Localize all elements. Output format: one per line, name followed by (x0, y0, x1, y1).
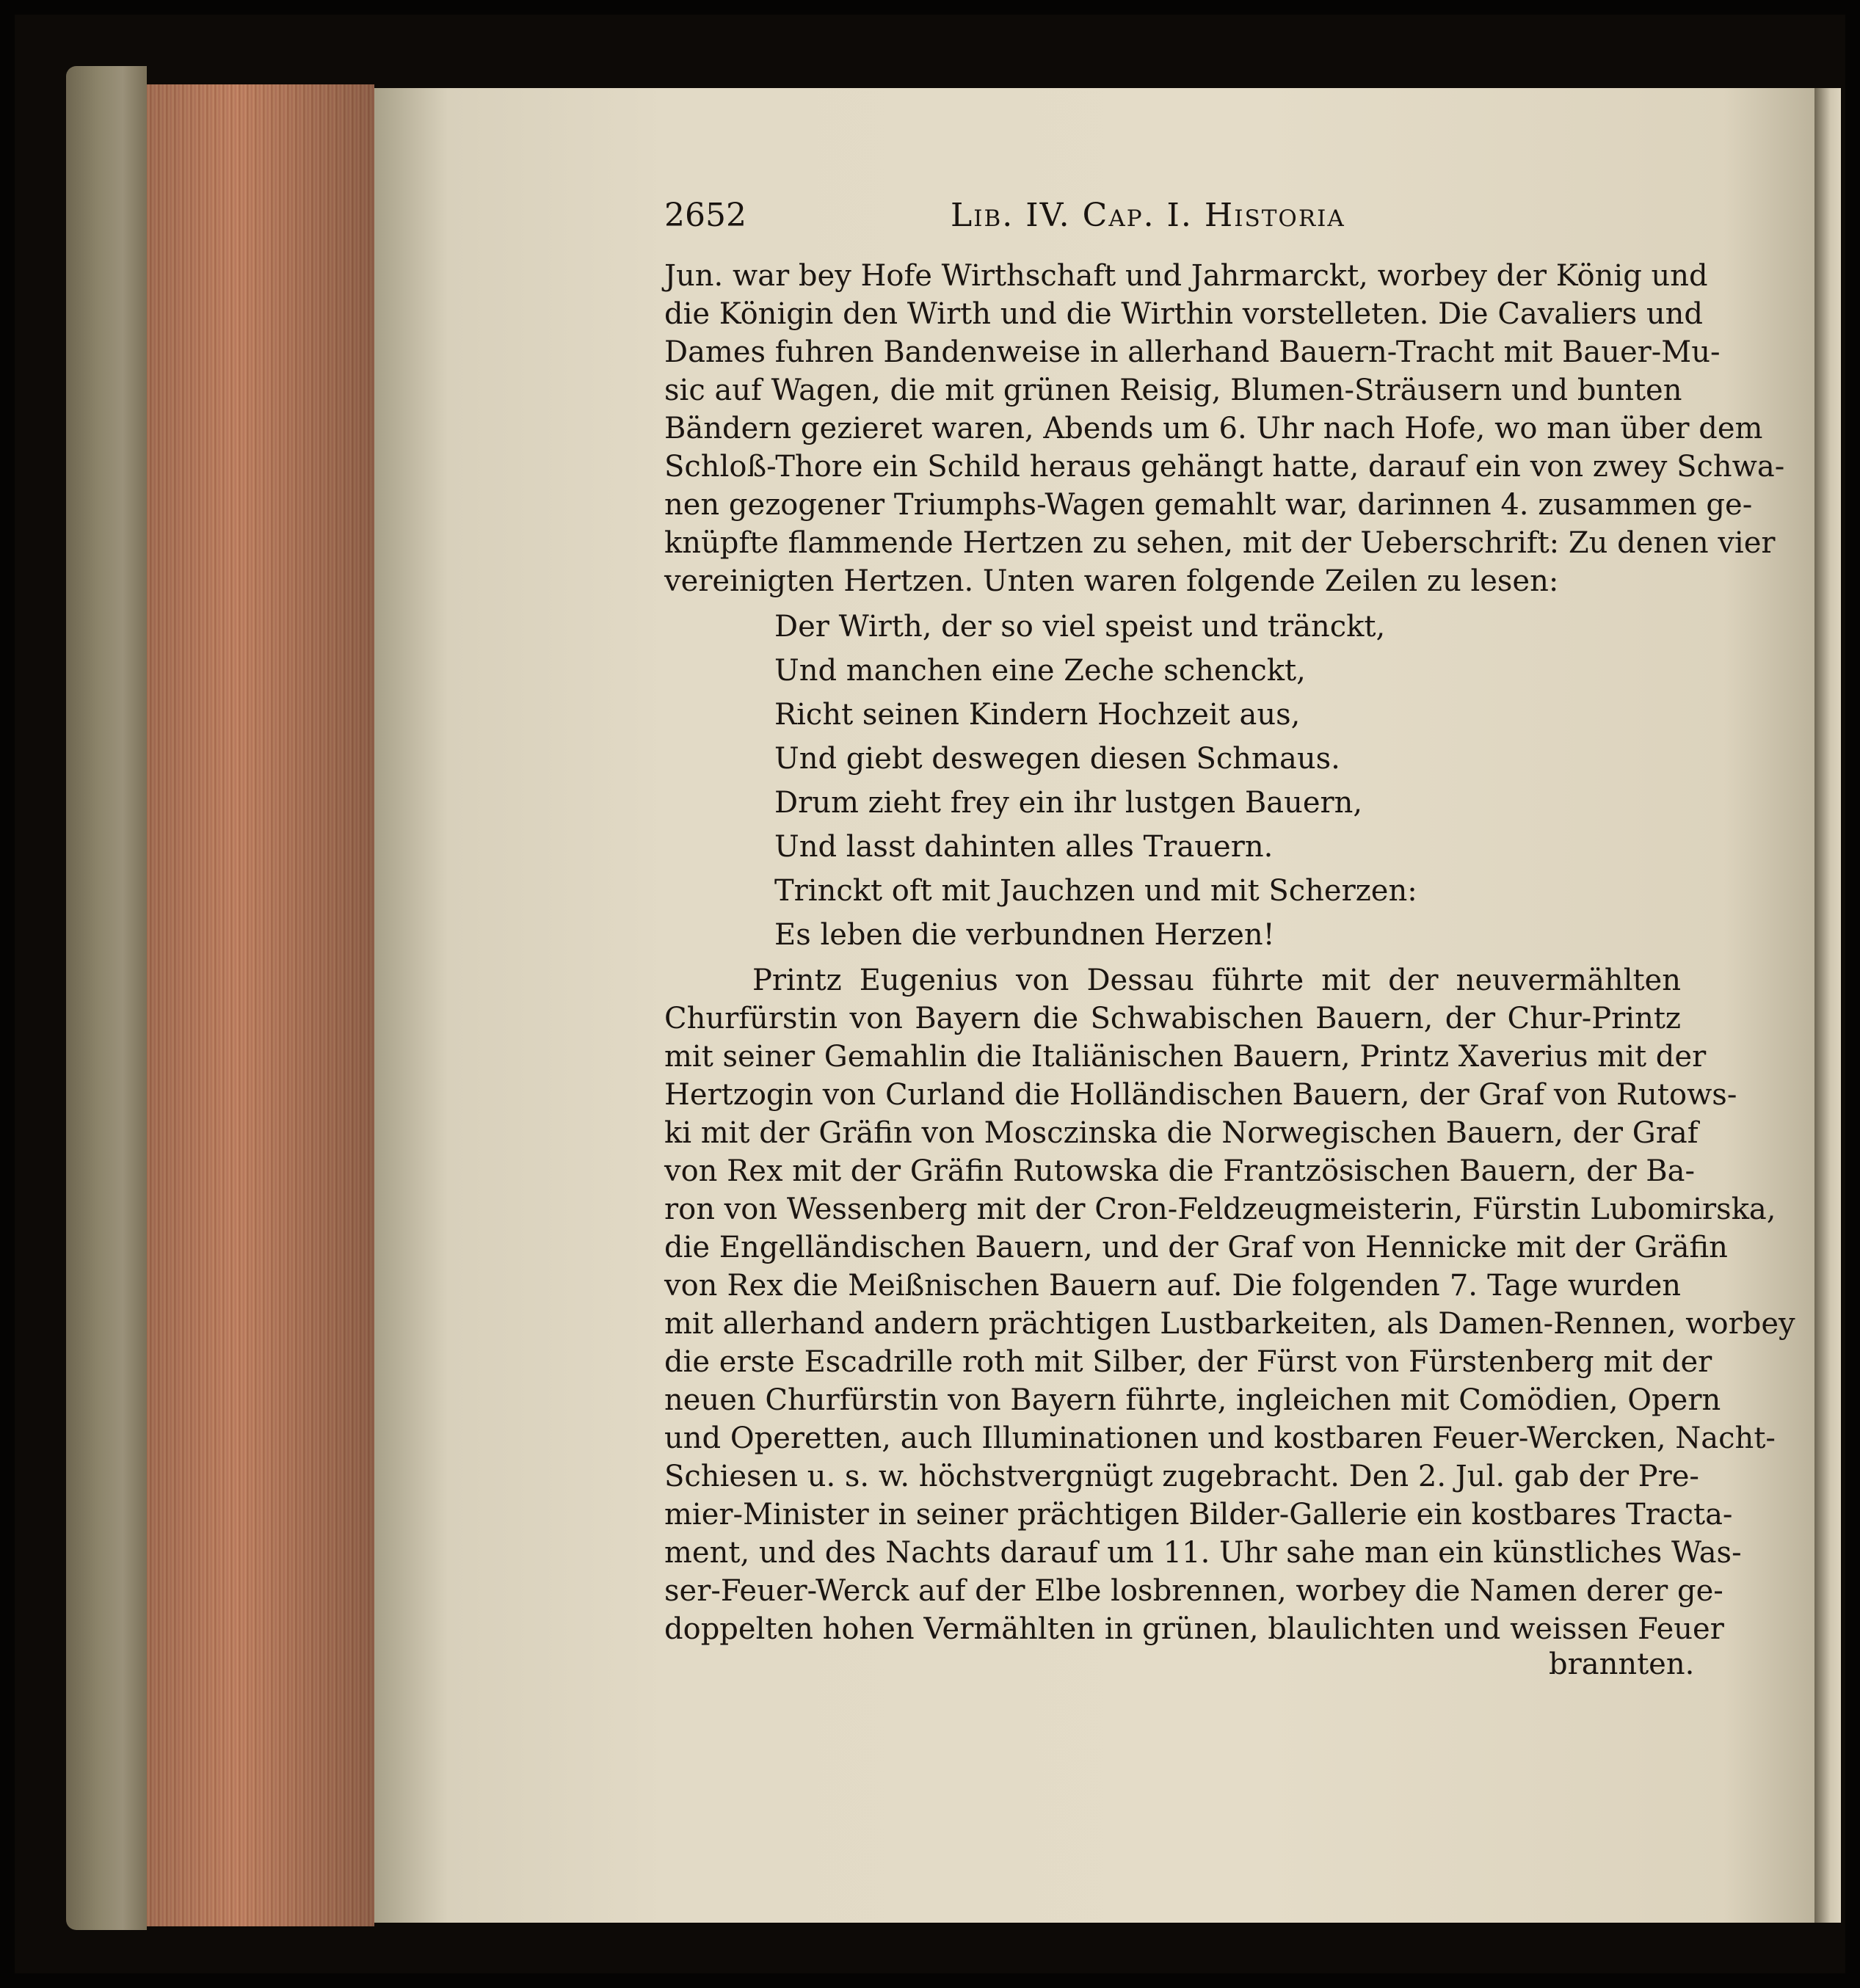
text-line: Schloß-Thore ein Schild heraus gehängt hatte, darauf ein von zwey Schwa- (664, 450, 1785, 484)
text-line: die erste Escadrille roth mit Silber, der Fürst von Fürstenberg mit der (664, 1345, 1712, 1379)
verse-line: Drum zieht frey ein ihr lustgen Bauern, (774, 786, 1363, 820)
paragraph-2 (664, 961, 1795, 1648)
text-line: sic auf Wagen, die mit grünen Reisig, Blumen-Sträusern und bunten (664, 374, 1682, 407)
page-number: 2652 (664, 197, 746, 234)
text-line: die Engelländischen Bauern, und der Graf von Hennicke mit der Gräfin (664, 1231, 1728, 1264)
verse (664, 605, 1681, 957)
verse-line: Richt seinen Kindern Hochzeit aus, (774, 698, 1301, 732)
text-line: Hertzogin von Curland die Holländischen Bauern, der Graf von Rutows- (664, 1078, 1737, 1112)
text-line: Jun. war bey Hofe Wirthschaft und Jahrmarckt, worbey der König und (664, 259, 1708, 293)
paragraph-1 (664, 257, 1785, 600)
text-line: Dames fuhren Bandenweise in allerhand Bauern-Tracht mit Bauer-Mu- (664, 335, 1721, 369)
running-head: Lib. IV. Cap. I. Historia (951, 197, 1345, 234)
verse-line: Und manchen eine Zeche schenckt, (774, 654, 1306, 688)
text-line: ron von Wessenberg mit der Cron-Feldzeugmeisterin, Fürstin Lubomirska, (664, 1193, 1776, 1226)
text-line: Printz Eugenius von Dessau führte mit der neuvermählten (752, 964, 1681, 997)
verse-line: Der Wirth, der so viel speist und tränckt, (774, 610, 1386, 644)
text-line: doppelten hohen Vermählten in grünen, blaulichten und weissen Feuer (664, 1612, 1724, 1646)
verse-line: Und lasst dahinten alles Trauern. (774, 830, 1274, 864)
text-line: von Rex mit der Gräfin Rutowska die Frantzösischen Bauern, der Ba- (664, 1154, 1696, 1188)
text-line: mit allerhand andern prächtigen Lustbarkeiten, als Damen-Rennen, worbey (664, 1307, 1795, 1341)
text-line: mit seiner Gemahlin die Italiänischen Bauern, Printz Xaverius mit der (664, 1040, 1707, 1074)
text-line: nen gezogener Triumphs-Wagen gemahlt war, darinnen 4. zusammen ge- (664, 488, 1753, 522)
text-line: die Königin den Wirth und die Wirthin vorstelleten. Die Cavaliers und (664, 297, 1703, 331)
catchword: brannten. (1549, 1647, 1695, 1681)
verse-line: Und giebt deswegen diesen Schmaus. (774, 742, 1340, 776)
text-line: Bändern gezieret waren, Abends um 6. Uhr nach Hofe, wo man über dem (664, 412, 1763, 445)
facing-page-edge (1814, 88, 1841, 1923)
page-edges (147, 84, 374, 1926)
text-line: neuen Churfürstin von Bayern führte, ingleichen mit Comödien, Opern (664, 1383, 1721, 1417)
text-line: knüpfte flammende Hertzen zu sehen, mit der Ueberschrift: Zu denen vier (664, 526, 1776, 560)
page-header (664, 197, 1406, 241)
verse-line: Es leben die verbundnen Herzen! (774, 918, 1275, 952)
book-cover-edge (66, 66, 147, 1930)
text-line: Churfürstin von Bayern die Schwabischen Bauern, der Chur-Printz (664, 1002, 1681, 1035)
verse-line: Trinckt oft mit Jauchzen und mit Scherzen: (774, 874, 1417, 908)
text-line: von Rex die Meißnischen Bauern auf. Die folgenden 7. Tage wurden (664, 1269, 1681, 1303)
text-line: ki mit der Gräfin von Mosczinska die Norwegischen Bauern, der Graf (664, 1116, 1699, 1150)
body-text (664, 257, 1795, 1648)
text-line: ser-Feuer-Werck auf der Elbe losbrennen, worbey die Namen derer ge- (664, 1574, 1723, 1608)
text-line: und Operetten, auch Illuminationen und kostbaren Feuer-Wercken, Nacht- (664, 1421, 1776, 1455)
text-line: mier-Minister in seiner prächtigen Bilder-Gallerie ein kostbares Tracta- (664, 1498, 1733, 1532)
text-line: vereinigten Hertzen. Unten waren folgende Zeilen zu lesen: (664, 564, 1559, 598)
text-line: ment, und des Nachts darauf um 11. Uhr sahe man ein künstliches Was- (664, 1536, 1742, 1570)
text-line: Schiesen u. s. w. höchstvergnügt zugebracht. Den 2. Jul. gab der Pre- (664, 1460, 1699, 1493)
